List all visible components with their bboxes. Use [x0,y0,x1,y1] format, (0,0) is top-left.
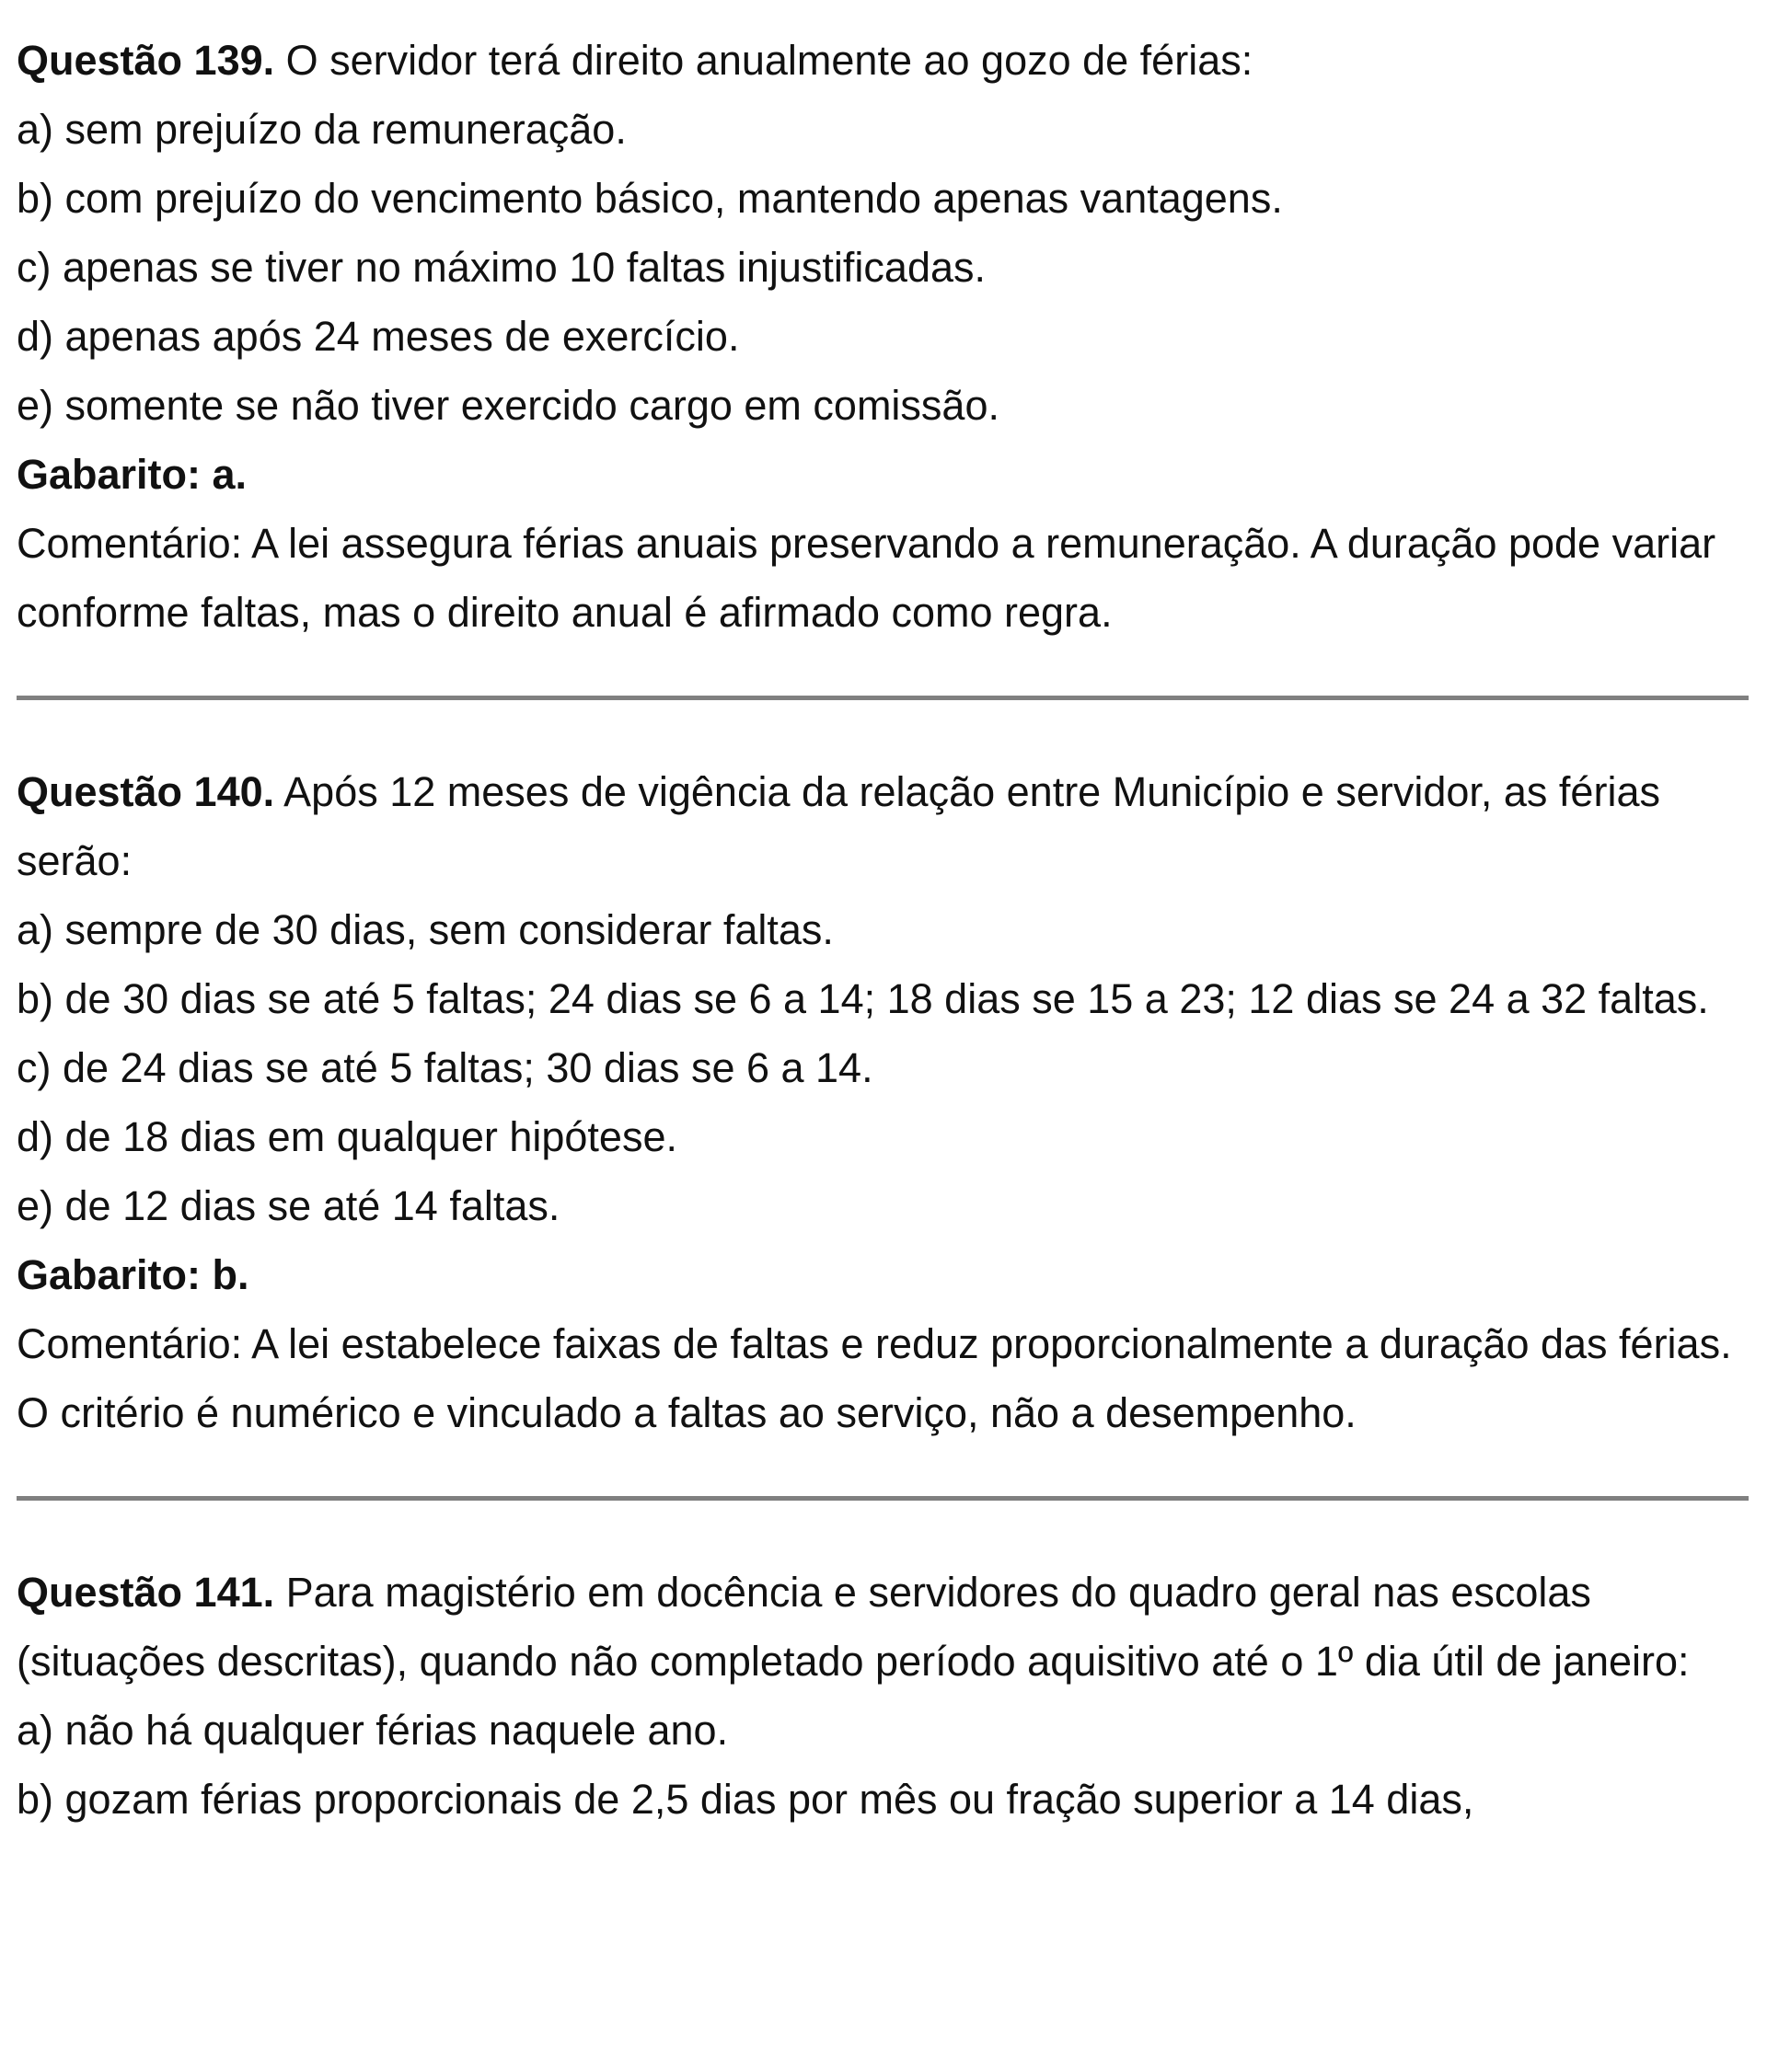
document-page [17,26,1749,1834]
question-141-text: Para magistério em docência e servidores do quadro geral nas escolas (situações descritas), quando não completado período aquisitivo até o 1º dia útil de janeiro: [17,1569,1690,1685]
question-140-statement [17,757,1749,895]
question-139-statement [17,26,1749,95]
section-divider [17,1496,1749,1501]
question-140-text: Após 12 meses de vigência da relação entre Município e servidor, as férias serão: [17,768,1660,884]
question-139-option-c: c) apenas se tiver no máximo 10 faltas injustificadas. [17,244,986,291]
question-141-option-a: a) não há qualquer férias naquele ano. [17,1707,729,1754]
question-141 [17,1558,1749,1834]
question-139-option-e: e) somente se não tiver exercido cargo em comissão. [17,382,999,429]
question-141-label: Questão 141. [17,1569,275,1616]
question-139 [17,26,1749,647]
question-140-option-a: a) sempre de 30 dias, sem considerar faltas. [17,906,834,953]
question-141-statement [17,1558,1749,1696]
question-140 [17,757,1749,1447]
question-140-option-e: e) de 12 dias se até 14 faltas. [17,1182,560,1229]
section-divider [17,696,1749,700]
question-139-label: Questão 139. [17,37,275,84]
question-141-option-b: b) gozam férias proporcionais de 2,5 dias por mês ou fração superior a 14 dias, [17,1776,1474,1823]
question-140-option-c: c) de 24 dias se até 5 faltas; 30 dias se 6 a 14. [17,1044,873,1091]
question-139-option-d: d) apenas após 24 meses de exercício. [17,313,740,360]
question-140-answer: Gabarito: b. [17,1251,249,1298]
question-139-answer: Gabarito: a. [17,451,248,498]
question-140-label: Questão 140. [17,768,275,815]
question-139-option-a: a) sem prejuízo da remuneração. [17,106,627,153]
question-140-comment: Comentário: A lei estabelece faixas de faltas e reduz proporcionalmente a duração das férias. O critério é numérico e vinculado a faltas ao serviço, não a desempenho. [17,1320,1732,1436]
question-139-comment: Comentário: A lei assegura férias anuais preservando a remuneração. A duração pode variar conforme faltas, mas o direito anual é afirmado como regra. [17,520,1716,636]
question-140-option-b: b) de 30 dias se até 5 faltas; 24 dias se 6 a 14; 18 dias se 15 a 23; 12 dias se 24 a 32 faltas. [17,975,1709,1022]
question-139-text: O servidor terá direito anualmente ao gozo de férias: [274,37,1253,84]
question-140-option-d: d) de 18 dias em qualquer hipótese. [17,1113,677,1160]
question-139-option-b: b) com prejuízo do vencimento básico, mantendo apenas vantagens. [17,175,1283,222]
